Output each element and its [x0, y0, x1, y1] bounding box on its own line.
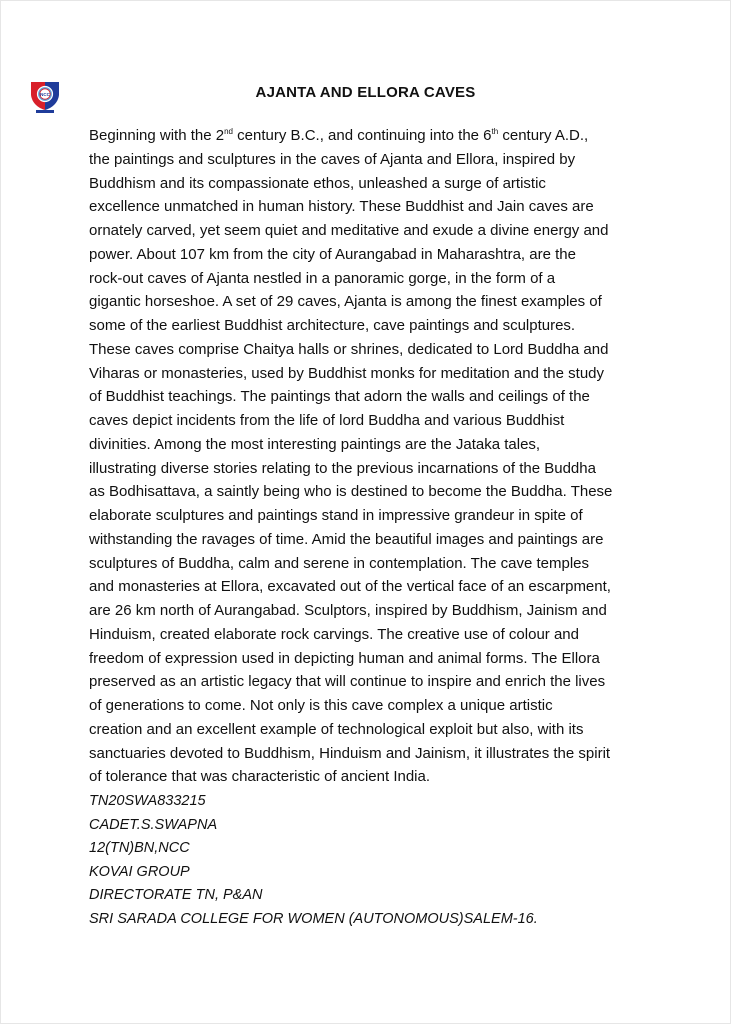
first-line-part: century A.D.,: [498, 127, 589, 144]
body-line: creation and an excellent example of technological exploit but also, with its: [89, 720, 584, 738]
body-line: withstanding the ravages of time. Amid the beautiful images and paintings are: [89, 530, 604, 548]
body-line: sculptures of Buddha, calm and serene in contemplation. The cave temples: [89, 554, 590, 572]
body-line: rock-out caves of Ajanta nestled in a panoramic gorge, in the form of a: [89, 269, 556, 287]
body-line-first: [89, 124, 655, 148]
body-line: freedom of expression used in depicting human and animal forms. The Ellora: [89, 649, 600, 667]
body-line: Buddhism and its compassionate ethos, unleashed a surge of artistic: [89, 174, 546, 192]
college: SRI SARADA COLLEGE FOR WOMEN (AUTONOMOUS)SALEM-16.: [89, 910, 538, 927]
body-line: are 26 km north of Aurangabad. Sculptors, inspired by Buddhism, Jainism and: [89, 602, 607, 619]
body-line: the paintings and sculptures in the caves of Ajanta and Ellora, inspired by: [89, 150, 576, 168]
logo-text: NCC: [40, 92, 50, 97]
body-line: divinities. Among the most interesting paintings are the Jataka tales,: [89, 435, 541, 453]
body-line: power. About 107 km from the city of Aurangabad in Maharashtra, are the: [89, 245, 576, 263]
body-line: some of the earliest Buddhist architecture, cave paintings and sculptures.: [89, 317, 576, 334]
body-line: of generations to come. Not only is this cave complex a unique artistic: [89, 697, 553, 714]
body-line: preserved as an artistic legacy that will continue to inspire and enrich the lives: [89, 673, 606, 691]
group: KOVAI GROUP: [89, 863, 190, 880]
superscript: th: [491, 127, 499, 136]
body-line: as Bodhisattava, a saintly being who is destined to become the Buddha. These: [89, 483, 613, 501]
first-line-part: century B.C., and continuing into the 6: [233, 127, 492, 144]
body-line: illustrating diverse stories relating to the previous incarnations of the Buddha: [89, 459, 596, 477]
page-title: AJANTA AND ELLORA CAVES: [255, 84, 476, 101]
body-line: gigantic horseshoe. A set of 29 caves, Ajanta is among the finest examples of: [89, 293, 602, 311]
body-line: Hinduism, created elaborate rock carvings. The creative use of colour and: [89, 625, 579, 643]
body-line: ornately carved, yet seem quiet and meditative and exude a divine energy and: [89, 222, 609, 239]
directorate: DIRECTORATE TN, P&AN: [89, 887, 263, 904]
battalion: 12(TN)BN,NCC: [89, 840, 190, 857]
body-line: excellence unmatched in human history. These Buddhist and Jain caves are: [89, 198, 594, 216]
body-line: and monasteries at Ellora, excavated out of the vertical face of an escarpment,: [89, 578, 611, 596]
body-line: These caves comprise Chaitya halls or shrines, dedicated to Lord Buddha and: [89, 340, 609, 358]
body-line: caves depict incidents from the life of lord Buddha and various Buddhist: [89, 412, 565, 429]
first-line-part: Beginning with the 2: [89, 127, 225, 144]
signature-block: [89, 790, 538, 932]
body-line: of Buddhist teachings. The paintings that adorn the walls and ceilings of the: [89, 388, 590, 406]
cadet-id: TN20SWA833215: [89, 793, 206, 809]
body-paragraph: [89, 124, 655, 789]
body-line: sanctuaries devoted to Buddhism, Hinduism and Jainism, it illustrates the spirit: [89, 744, 611, 762]
cadet-name: CADET.S.SWAPNA: [89, 816, 218, 833]
body-line: elaborate sculptures and paintings stand in impressive grandeur in spite of: [89, 507, 583, 524]
body-line: Viharas or monasteries, used by Buddhist monks for meditation and the study: [89, 364, 605, 382]
body-line: of tolerance that was characteristic of ancient India.: [89, 768, 431, 786]
superscript: nd: [224, 127, 234, 136]
